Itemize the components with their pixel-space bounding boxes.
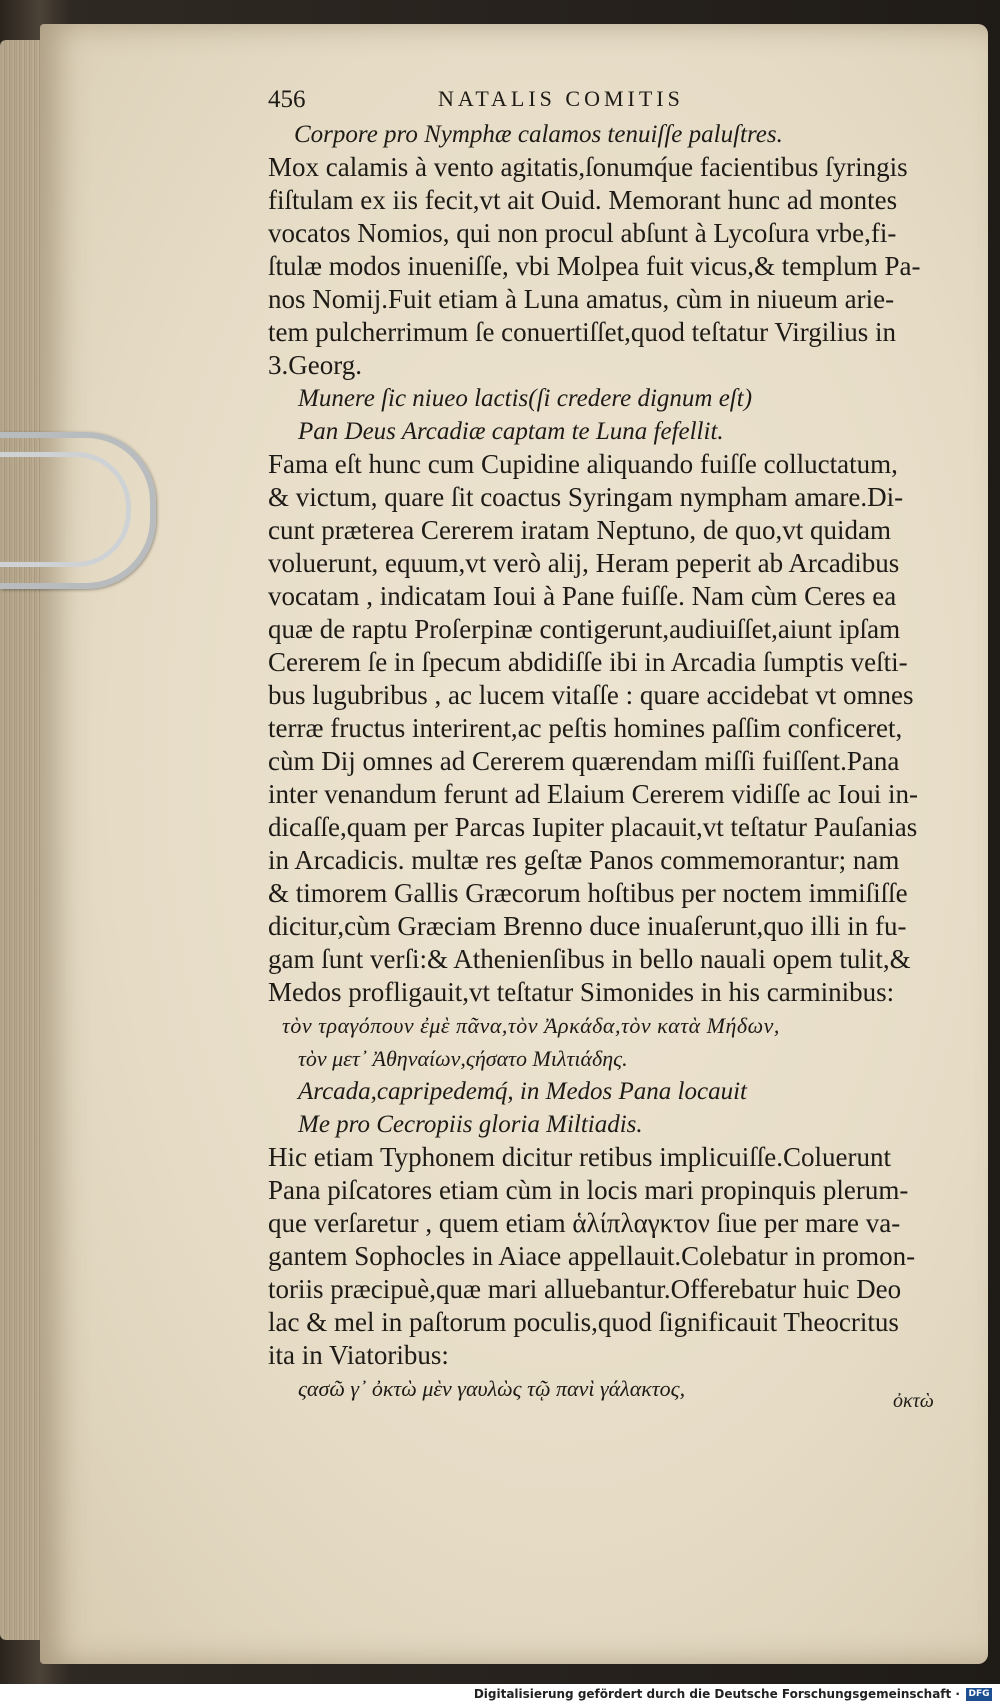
text-line: que verſaretur , quem etiam ἁλίπλαγκτον ſiue per mare va-	[268, 1208, 901, 1238]
text-line: fiſtulam ex iis fecit,vt ait Ouid. Memorant hunc ad montes	[268, 185, 898, 215]
text-line: Cererem ſe in ſpecum abdidiſſe ibi in Arcadia ſumptis veſti-	[268, 647, 908, 677]
text-line: 3.Georg.	[268, 350, 362, 380]
page-number: 456	[268, 86, 306, 113]
text-line: gantem Sophocles in Aiace appellauit.Colebatur in promon-	[268, 1241, 916, 1271]
text-line: lac & mel in paſtorum poculis,quod ſignificauit Theocritus	[268, 1307, 899, 1337]
text-line: in Arcadicis. multæ res geſtæ Panos commemorantur; nam	[268, 845, 900, 875]
text-line: voluerunt, equum,vt verò alij, Heram peperit ab Arcadibus	[268, 548, 900, 578]
text-line: inter venandum ferunt ad Elaium Cererem vidiſſe ac Ioui in-	[268, 779, 919, 809]
text-line: toriis præcipuè,quæ mari alluebantur.Offerebatur huic Deo	[268, 1274, 902, 1304]
text-line: & timorem Gallis Græcorum hoſtibus per noctem immiſiſſe	[268, 878, 908, 908]
text-line: & victum, quare ſit coactus Syringam nympham amare.Di-	[268, 482, 904, 512]
text-line: Pan Deus Arcadiæ captam te Luna fefellit.	[298, 418, 724, 445]
text-line: ita in Viatoribus:	[268, 1340, 449, 1370]
text-line: τὸν τραγόπουν ἐμὲ πᾶνα,τὸν Ἀρκάδα,τὸν κατὰ Μήδων,	[282, 1013, 780, 1038]
text-line: vocatos Nomios, qui non procul abſunt à Lycoſura vrbe,fi-	[268, 218, 897, 248]
text-line: Medos profligauit,vt teſtatur Simonides in his carminibus:	[268, 977, 895, 1007]
text-line: gam ſunt verſi:& Athenienſibus in bello nauali opem tulit,&	[268, 944, 911, 974]
text-line: dicaſſe,quam per Parcas Iupiter placauit,vt teſtatur Pauſanias	[268, 812, 918, 842]
catchword: ὀκτὼ	[893, 1390, 934, 1412]
text-line: Mox calamis à vento agitatis,ſonumq́ue facientibus ſyringis	[268, 152, 908, 182]
text-line: Munere ſic niueo lactis(ſi credere dignum eſt)	[298, 385, 753, 412]
text-line: ςασῶ γ᾽ ὀκτὼ μὲν γαυλὼς τῷ πανὶ γάλακτος,	[298, 1376, 686, 1401]
text-block	[268, 82, 958, 1405]
text-line: terræ fructus interirent,ac peſtis homines paſſim conficeret,	[268, 713, 903, 743]
paper-clip-inner	[0, 452, 131, 567]
text-line: tem pulcherrimum ſe conuertiſſet,quod teſtatur Virgilius in	[268, 317, 897, 347]
dfg-logo: DFG	[966, 1688, 992, 1701]
text-line: Me pro Cecropiis gloria Miltiadis.	[298, 1111, 643, 1138]
page-header	[268, 82, 958, 118]
text-line: cunt præterea Cererem iratam Neptuno, de quo,vt quidam	[268, 515, 892, 545]
text-line: nos Nomij.Fuit etiam à Luna amatus, cùm in niueum arie-	[268, 284, 895, 314]
text-line: bus lugubribus , ac lucem vitaſſe : quare accidebat vt omnes	[268, 680, 914, 710]
text-line: vocatam , indicatam Ioui à Pane fuiſſe. Nam cùm Ceres ea	[268, 581, 897, 611]
text-line: Corpore pro Nymphæ calamos tenuiſſe paluſtres.	[294, 121, 783, 148]
body-text	[268, 118, 958, 1405]
funding-credit: Digitalisierung gefördert durch die Deutsche Forschungsgemeinschaft ·	[473, 1687, 960, 1701]
text-line: cùm Dij omnes ad Cererem quærendam miſſi fuiſſent.Pana	[268, 746, 900, 776]
text-line: Pana piſcatores etiam cùm in locis mari propinquis plerum-	[268, 1175, 909, 1205]
running-head: NATALIS COMITIS	[438, 86, 684, 111]
digitization-footer	[0, 1684, 1000, 1706]
text-line: Arcada,capripedemq́, in Medos Pana locauit	[298, 1078, 747, 1105]
text-line: τὸν μετ᾽ Ἀθηναίων,ςήσατο Μιλτιάδης.	[298, 1046, 628, 1071]
text-line: Fama eſt hunc cum Cupidine aliquando fuiſſe colluctatum,	[268, 449, 898, 479]
text-line: quæ de raptu Proſerpinæ contigerunt,audiuiſſet,aiunt ipſam	[268, 614, 901, 644]
text-line: Hic etiam Typhonem dicitur retibus implicuiſſe.Coluerunt	[268, 1142, 891, 1172]
text-line: dicitur,cùm Græciam Brenno duce inuaſerunt,quo illi in fu-	[268, 911, 907, 941]
text-line: ſtulæ modos inueniſſe, vbi Molpea fuit vicus,& templum Pa-	[268, 251, 921, 281]
